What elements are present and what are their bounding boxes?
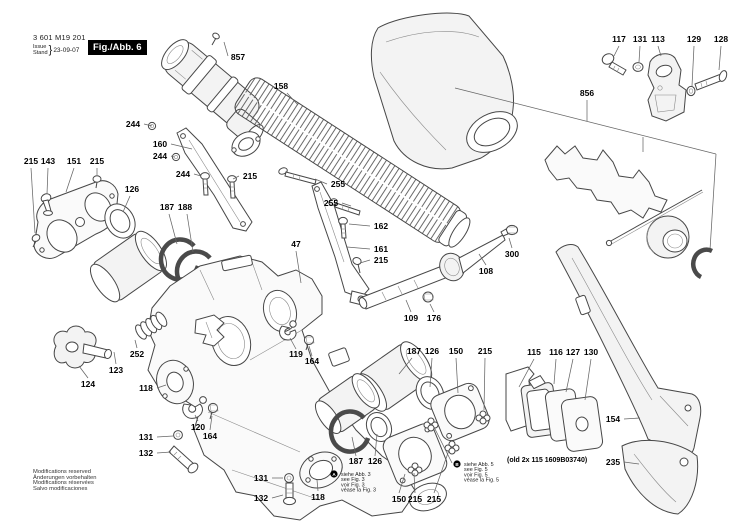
part-label-132: 132 <box>138 448 154 458</box>
part-label-215: 215 <box>23 156 39 166</box>
note-text-line: siehe Abb. 3 <box>341 472 371 478</box>
bracket-113 <box>648 54 686 121</box>
screw-117 <box>600 52 626 75</box>
part-label-129: 129 <box>686 34 702 44</box>
part-label-116: 116 <box>549 347 563 357</box>
part-label-132: 132 <box>253 493 269 503</box>
part-label-154: 154 <box>605 414 621 424</box>
leader-line-151 <box>66 168 74 192</box>
leader-line-109 <box>406 300 411 312</box>
part-label-115: 115 <box>527 347 541 357</box>
note-text-line: siehe Abb. 5 <box>464 462 494 468</box>
leader-line-154 <box>624 418 640 419</box>
note-text-line: voir Fig. 5 <box>464 472 488 479</box>
clover-screw-215-4 <box>445 441 459 454</box>
part-label-109: 109 <box>403 313 419 323</box>
part-label-164: 164 <box>304 356 320 366</box>
part-label-161: 161 <box>373 244 389 254</box>
part-label-215: 215 <box>477 346 493 356</box>
part-label-143: 143 <box>40 156 56 166</box>
note-text-line: véase la Fig. 5 <box>464 477 500 484</box>
part-label-300: 300 <box>504 249 520 259</box>
brace-glyph: } <box>48 44 53 56</box>
leader-line-131 <box>639 46 640 62</box>
leader-line-143 <box>47 168 48 194</box>
part-label-187: 187 <box>159 202 175 212</box>
leader-line-132 <box>157 452 171 453</box>
leader-line-215 <box>31 168 35 233</box>
part-label-131: 131 <box>253 473 269 483</box>
part-label-215: 215 <box>407 494 423 504</box>
screw-176 <box>423 292 433 302</box>
part-label-164: 164 <box>202 431 218 441</box>
shaft-109 <box>358 266 448 309</box>
bracket-113-group <box>600 52 728 121</box>
leader-line-857 <box>224 42 228 56</box>
part-label-118: 118 <box>311 492 325 502</box>
leader-line-124 <box>79 366 88 378</box>
note-text-line: see Fig. 3 <box>341 477 365 484</box>
part-label-117: 117 <box>612 34 626 44</box>
part-label-150: 150 <box>448 346 464 356</box>
leader-line-117 <box>614 46 619 56</box>
part-label-215: 215 <box>373 255 389 265</box>
note-text-line: véase la Fig. 3 <box>341 487 377 494</box>
part-label-131: 131 <box>632 34 648 44</box>
notice-line-de: Änderungen vorbehalten <box>33 474 97 481</box>
nut-131-top <box>633 63 643 72</box>
part-label-47: 47 <box>291 239 301 249</box>
leader-line-161 <box>347 247 370 249</box>
note-text-line: see Fig. 5 <box>464 467 488 474</box>
screw-300 <box>501 225 518 236</box>
part-label-118: 118 <box>139 383 153 393</box>
screw-857 <box>212 32 221 45</box>
part-label-856: 856 <box>579 88 595 98</box>
issue-row <box>33 44 86 56</box>
star-knob-124 <box>54 326 113 368</box>
part-label-187: 187 <box>406 346 422 356</box>
nut-131-b <box>285 474 294 483</box>
part-label-244: 244 <box>125 119 141 129</box>
washer-129 <box>687 86 695 95</box>
notice-line-es: Salvo modificaciones <box>33 485 88 492</box>
leader-line-300 <box>509 238 512 248</box>
part-label-126: 126 <box>367 456 383 466</box>
part-label-130: 130 <box>583 347 599 357</box>
issue-stand-labels <box>33 44 48 56</box>
part-label-255: 255 <box>323 198 339 208</box>
part-label-244: 244 <box>175 169 191 179</box>
part-label-119: 119 <box>289 349 303 359</box>
part-label-128: 128 <box>713 34 729 44</box>
snap-ring <box>693 250 712 277</box>
note-text-line: voir Fig. 3 <box>341 482 365 489</box>
part-label-151: 151 <box>66 156 82 166</box>
part-label-124: 124 <box>80 379 96 389</box>
modifications-notice <box>33 470 97 492</box>
leader-line-130 <box>585 359 591 400</box>
leader-line-162 <box>349 224 370 226</box>
part-label-162: 162 <box>373 221 389 231</box>
part-label-176: 176 <box>426 313 442 323</box>
leader-line-116 <box>554 359 556 384</box>
part-label-215: 215 <box>426 494 442 504</box>
part-label-215: 215 <box>89 156 105 166</box>
notice-line-fr: Modifications réservées <box>33 480 94 486</box>
part-label-252: 252 <box>129 349 145 359</box>
part-label-108: 108 <box>478 266 494 276</box>
leader-line-215 <box>484 358 485 410</box>
bolt-132-a <box>169 446 200 475</box>
part-label-120: 120 <box>190 422 206 432</box>
issue-label: Issue <box>33 44 47 50</box>
part-label-235: 235 <box>605 457 621 467</box>
part-number-text: 3 601 M19 201 <box>33 33 86 42</box>
part-label-158: 158 <box>273 81 289 91</box>
leader-line-123 <box>114 352 116 364</box>
part-label-126: 126 <box>124 184 140 194</box>
leader-line-176 <box>430 304 434 312</box>
leader-line-129 <box>692 46 694 86</box>
leader-line-188 <box>187 214 193 252</box>
note-marker-letter: B <box>455 461 459 467</box>
pad-130 <box>561 396 604 453</box>
leader-line-128 <box>719 46 721 70</box>
note-marker-letter: A <box>332 471 336 477</box>
nut-131-a <box>174 431 183 440</box>
issue-date: 23-09-07 <box>53 46 80 54</box>
cover-856 <box>371 13 524 169</box>
bracket-161 <box>312 182 372 307</box>
notice-line-en: Modifications reserved <box>33 469 91 475</box>
guard-235 <box>622 440 698 514</box>
leader-line-127 <box>566 359 573 392</box>
stand-label: Stand <box>33 50 48 56</box>
part-label-215: 215 <box>242 171 258 181</box>
screw-255-a <box>278 167 316 184</box>
part-label-187: 187 <box>348 456 364 466</box>
part-label-244: 244 <box>152 151 168 161</box>
part-label-150: 150 <box>391 494 407 504</box>
pulley <box>647 216 689 258</box>
part-label-123: 123 <box>108 365 124 375</box>
figure-number-badge: Fig./Abb. 6 <box>88 40 147 55</box>
part-label-255: 255 <box>330 179 346 189</box>
roller-left-1 <box>84 226 172 307</box>
old-part-reference: (old 2x 115 1609B03740) <box>507 457 588 464</box>
leader-line-131 <box>157 436 173 437</box>
part-label-160: 160 <box>152 139 168 149</box>
part-label-188: 188 <box>177 202 193 212</box>
leader-line-252 <box>135 340 137 348</box>
part-label-127: 127 <box>565 347 581 357</box>
rack-strip <box>545 146 667 218</box>
title-block <box>33 33 86 56</box>
bolt-128 <box>695 70 728 90</box>
part-label-857: 857 <box>230 52 246 62</box>
part-label-113: 113 <box>651 34 665 44</box>
part-label-126: 126 <box>424 346 440 356</box>
part-label-131: 131 <box>138 432 154 442</box>
